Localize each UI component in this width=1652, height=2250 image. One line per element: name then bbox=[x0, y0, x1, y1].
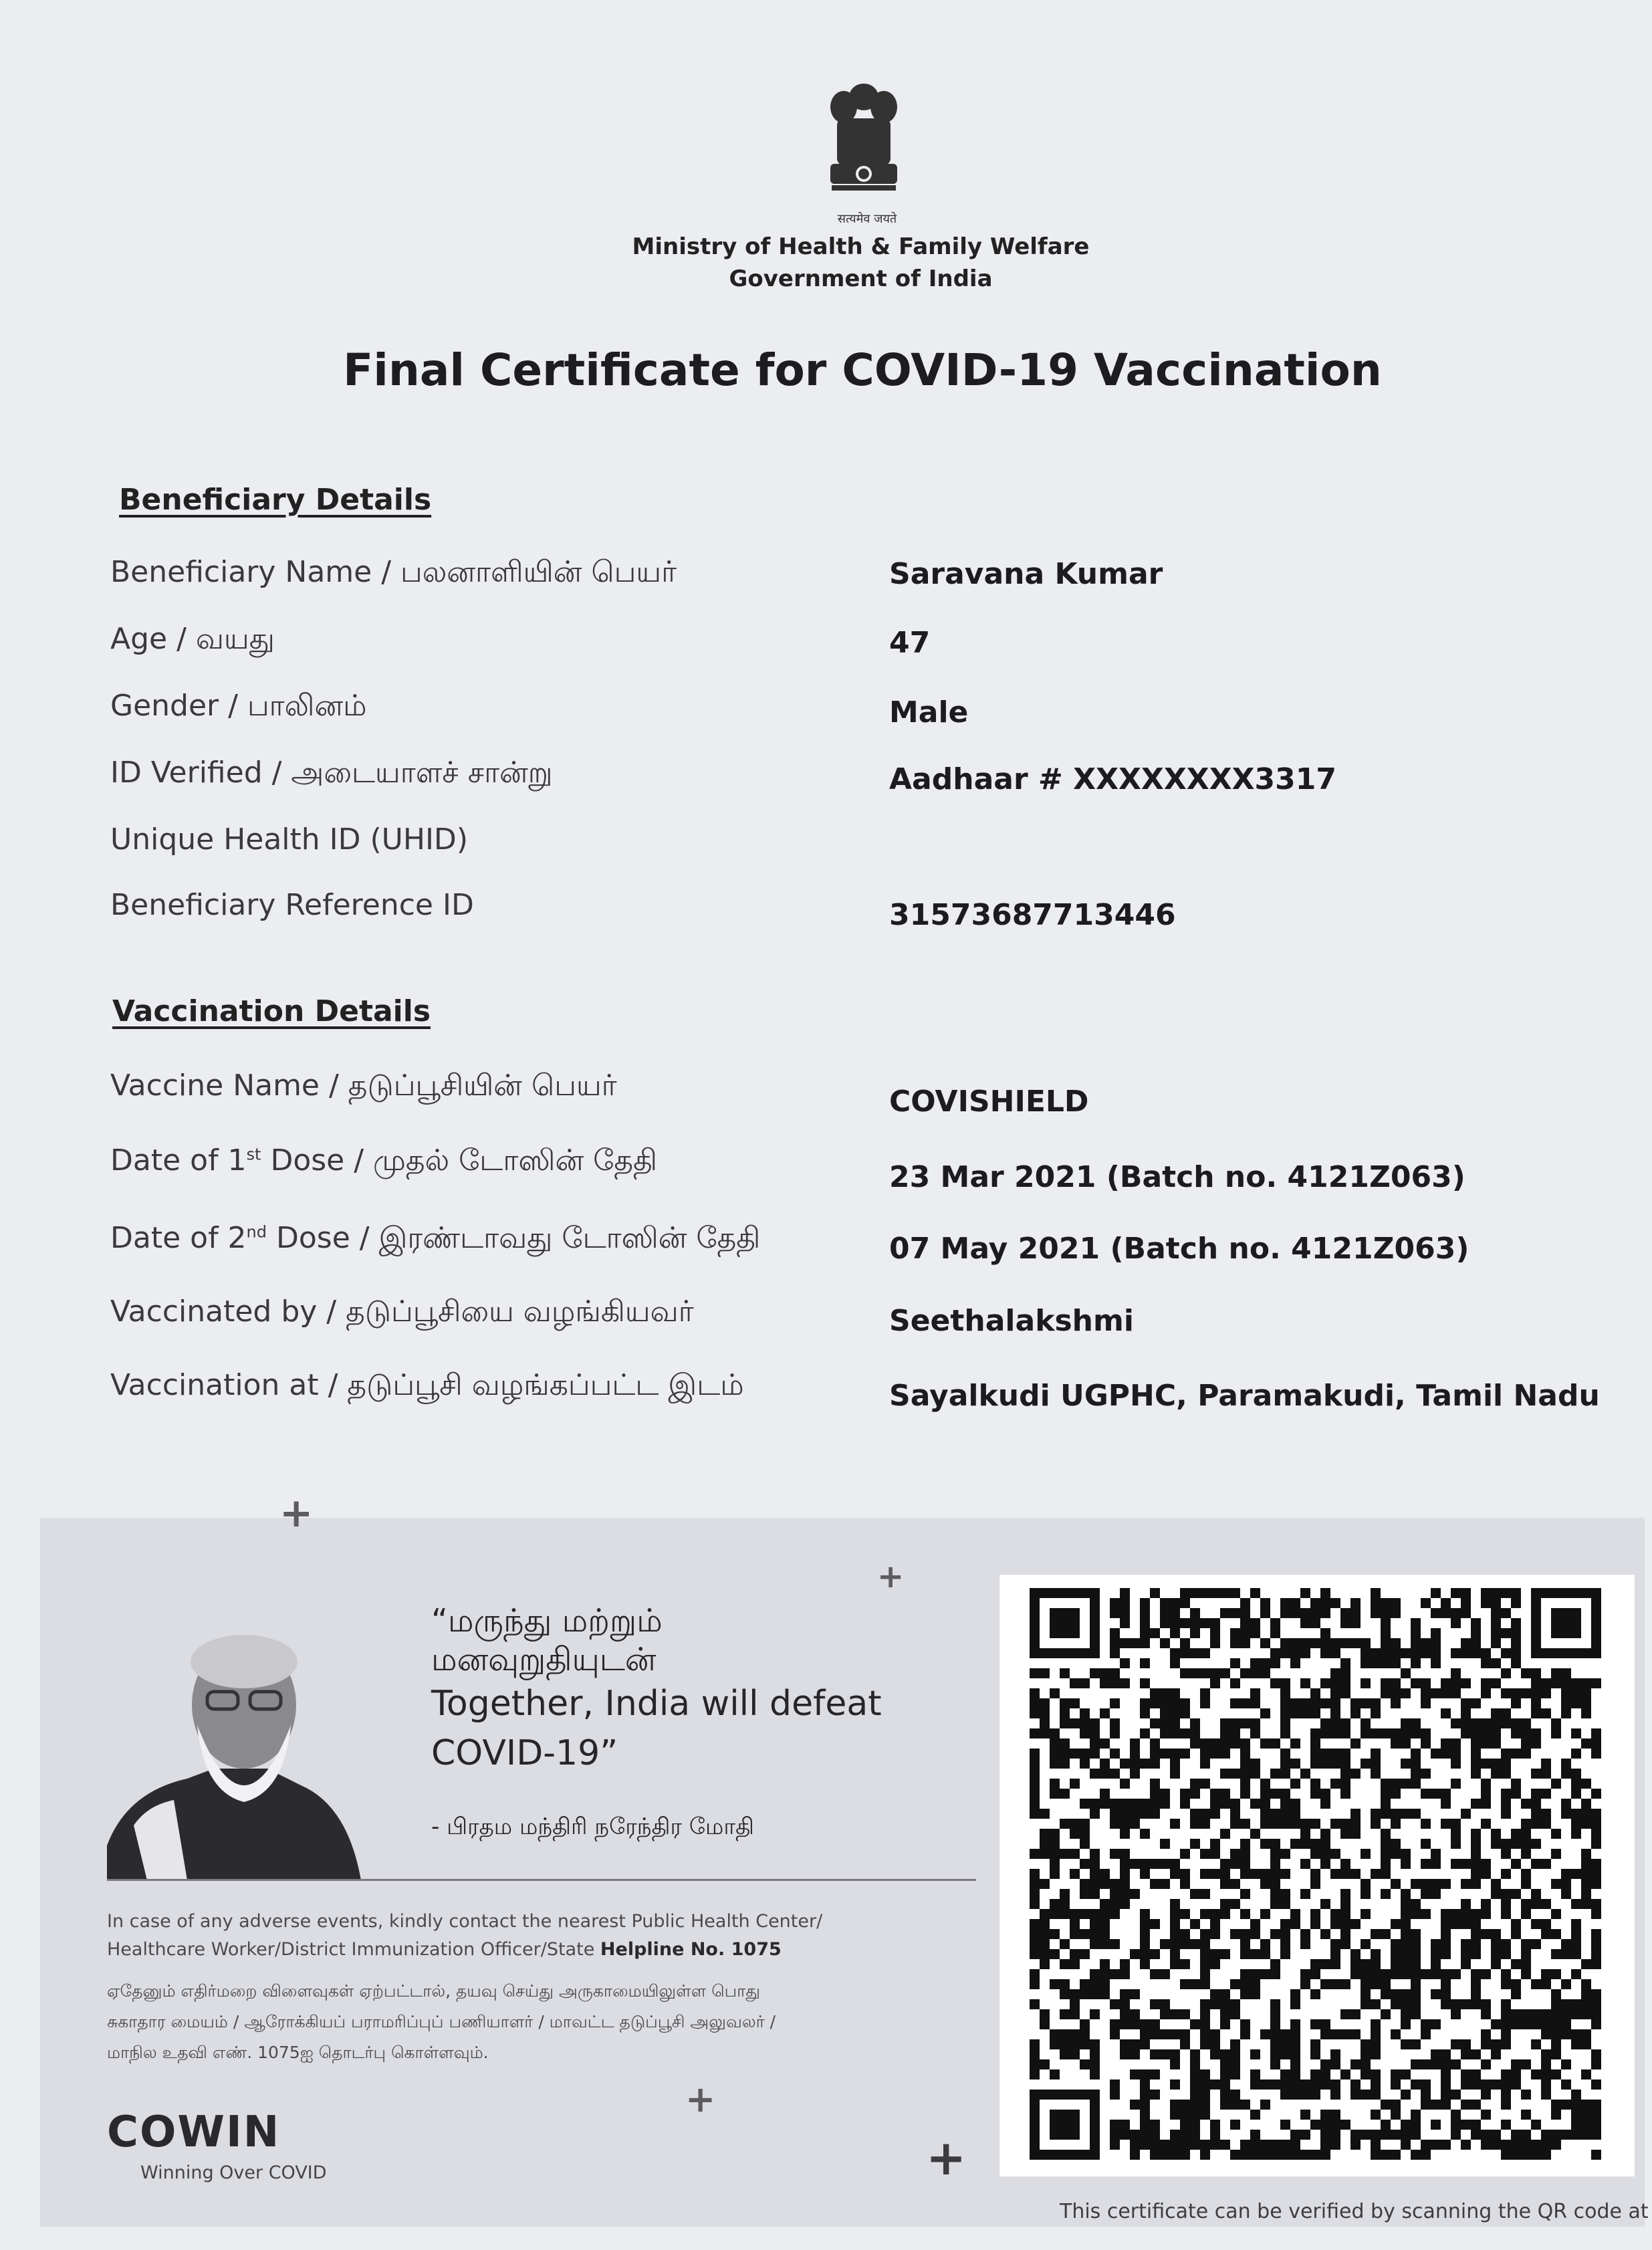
verify-text: This certificate can be verified by scanning the QR code at bbox=[1060, 2200, 1649, 2223]
plus-mark-icon: + bbox=[926, 2130, 967, 2186]
cowin-logo: COWIN bbox=[107, 2108, 281, 2157]
dose2-value: 07 May 2021 (Batch no. 4121Z063) bbox=[889, 1232, 1469, 1266]
qr-code[interactable] bbox=[999, 1575, 1635, 2176]
quote-tamil-line1: “மருந்து மற்றும் bbox=[431, 1602, 663, 1640]
reference-id-value: 31573687713446 bbox=[889, 898, 1176, 932]
ministry-name bbox=[0, 231, 1652, 295]
vaccinated-at-value: Sayalkudi UGPHC, Paramakudi, Tamil Nadu bbox=[889, 1379, 1600, 1413]
gender-label: Gender / பாலினம் bbox=[110, 689, 367, 723]
vaccinated-by-value: Seethalakshmi bbox=[889, 1304, 1134, 1338]
quote-english-line2: COVID-19” bbox=[431, 1733, 618, 1773]
qr-code-box bbox=[999, 1575, 1635, 2176]
dose2-label bbox=[110, 1221, 760, 1259]
cowin-tagline: Winning Over COVID bbox=[140, 2162, 327, 2183]
prime-minister-portrait bbox=[107, 1625, 374, 1880]
government-line: Government of India bbox=[729, 265, 993, 292]
id-verified-value: Aadhaar # XXXXXXXX3317 bbox=[889, 762, 1337, 796]
gender-value: Male bbox=[889, 695, 969, 729]
notice-en-line2: Healthcare Worker/District Immunization Officer/State bbox=[107, 1939, 600, 1960]
ministry-line: Ministry of Health & Family Welfare bbox=[632, 233, 1090, 260]
beneficiary-name-label: Beneficiary Name / பலனாளியின் பெயர் bbox=[110, 555, 677, 589]
helpline-number: Helpline No. 1075 bbox=[600, 1939, 782, 1960]
beneficiary-name-value: Saravana Kumar bbox=[889, 557, 1163, 591]
vaccinated-by-label: Vaccinated by / தடுப்பூசியை வழங்கியவர் bbox=[110, 1295, 694, 1329]
vaccination-heading: Vaccination Details bbox=[112, 994, 431, 1028]
dose1-label-text: Date of 1 bbox=[110, 1143, 247, 1177]
dose1-ordinal: st bbox=[246, 1145, 261, 1164]
quote-tamil-line2: மனவுறுதியுடன் bbox=[431, 1641, 657, 1678]
divider bbox=[107, 1879, 976, 1881]
id-verified-label: ID Verified / அடையாளச் சான்று bbox=[110, 756, 553, 790]
vaccine-name-label: Vaccine Name / தடுப்பூசியின் பெயர் bbox=[110, 1068, 617, 1103]
plus-mark-icon: + bbox=[877, 1558, 905, 1595]
quote-block bbox=[431, 1601, 979, 1778]
dose1-value: 23 Mar 2021 (Batch no. 4121Z063) bbox=[889, 1160, 1465, 1194]
plus-mark-icon: + bbox=[279, 1490, 314, 1537]
age-label: Age / வயது bbox=[110, 622, 275, 656]
age-value: 47 bbox=[889, 626, 931, 660]
dose2-label-rest: Dose / இரண்டாவது டோஸின் தேதி bbox=[267, 1221, 761, 1255]
notice-ta-line3: மாநில உதவி எண். 1075ஐ தொடர்பு கொள்ளவும். bbox=[107, 2043, 489, 2062]
adverse-events-notice-en bbox=[107, 1908, 976, 1964]
quote-attribution: - பிரதம மந்திரி நரேந்திர மோதி bbox=[431, 1813, 754, 1840]
beneficiary-heading: Beneficiary Details bbox=[119, 483, 432, 517]
vaccinated-at-label: Vaccination at / தடுப்பூசி வழங்கப்பட்ட இடம் bbox=[110, 1368, 744, 1402]
dose2-ordinal: nd bbox=[246, 1222, 267, 1242]
plus-mark-icon: + bbox=[685, 2078, 716, 2120]
national-emblem-icon bbox=[817, 77, 911, 224]
certificate-title: Final Certificate for COVID-19 Vaccination bbox=[343, 344, 1382, 396]
uhid-label: Unique Health ID (UHID) bbox=[110, 822, 468, 857]
notice-ta-line2: சுகாதார மையம் / ஆரோக்கியப் பராமரிப்புப் பணியாளர் / மாவட்ட தடுப்பூசி அலுவலர் / bbox=[107, 2012, 776, 2031]
notice-en-line1: In case of any adverse events, kindly contact the nearest Public Health Center/ bbox=[107, 1911, 823, 1932]
reference-id-label: Beneficiary Reference ID bbox=[110, 888, 474, 922]
notice-ta-line1: ஏதேனும் எதிர்மறை விளைவுகள் ஏற்பட்டால், தயவு செய்து அருகாமையிலுள்ள பொது bbox=[107, 1981, 761, 2001]
dose1-label bbox=[110, 1143, 657, 1182]
adverse-events-notice-ta bbox=[107, 1976, 976, 2068]
emblem-motto: सत्यमेव जयते bbox=[837, 212, 897, 226]
dose1-label-rest: Dose / முதல் டோஸின் தேதி bbox=[261, 1143, 658, 1177]
dose2-label-text: Date of 2 bbox=[110, 1221, 247, 1255]
vaccine-name-value: COVISHIELD bbox=[889, 1085, 1089, 1119]
quote-english-line1: Together, India will defeat bbox=[431, 1684, 882, 1724]
